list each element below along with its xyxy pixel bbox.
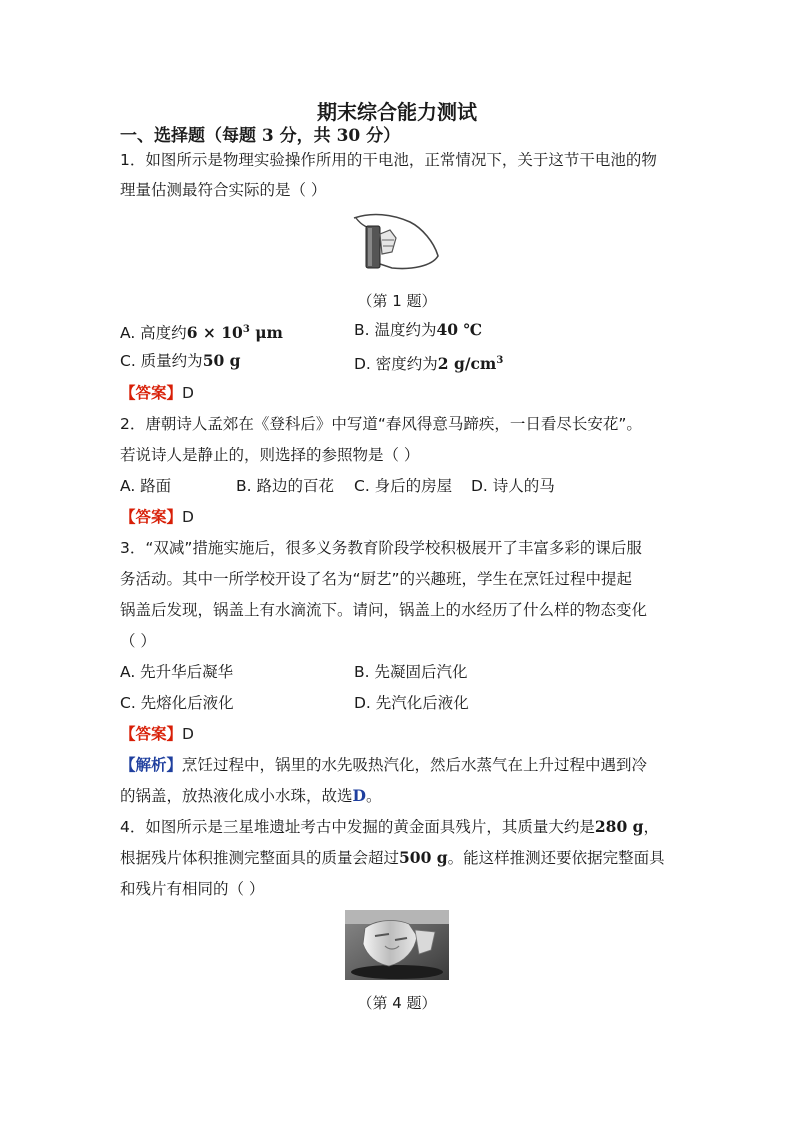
q3-option-b: B. 先凝固后汽化 xyxy=(354,663,468,681)
q3-answer xyxy=(120,724,194,744)
q3-analysis-tag: 【解析】 xyxy=(120,756,183,774)
q4-figure-caption: （第 4 题） xyxy=(357,994,437,1012)
q4-text-line3: 和残片有相同的（ ） xyxy=(120,880,265,898)
q1-answer-value: D xyxy=(182,384,194,402)
q1-text-line2: 理量估测最符合实际的是（ ） xyxy=(120,181,327,199)
q2-answer xyxy=(120,507,194,527)
q3-analysis-line2 xyxy=(120,786,381,806)
q3-analysis-text2: 的锅盖，放热液化成小水珠，故选 xyxy=(120,787,353,805)
q2-option-a: A. 路面 xyxy=(120,477,172,495)
q3-text-line1: 3．“双减”措施实施后，很多义务教育阶段学校积极展开了丰富多彩的课后服 xyxy=(120,539,642,557)
q4-text-line2 xyxy=(120,848,665,868)
q1-option-a-label: A. 高度约 xyxy=(120,324,187,343)
q4-text-line1 xyxy=(120,817,659,837)
q4-text2-end: 。能这样推测还要依据完整面具 xyxy=(447,849,665,867)
q1-figure-caption: （第 1 题） xyxy=(357,292,437,310)
q3-answer-value: D xyxy=(182,725,194,743)
q2-option-c: C. 身后的房屋 xyxy=(354,477,453,495)
q3-analysis-choice: D xyxy=(352,786,366,805)
q3-analysis-end: 。 xyxy=(365,787,382,805)
q1-option-d xyxy=(354,351,503,374)
q2-answer-tag: 【答案】 xyxy=(120,508,183,526)
q4-text2: 根据残片体积推测完整面具的质量会超过 xyxy=(120,849,400,867)
q1-option-b-value: 40 ℃ xyxy=(436,320,483,339)
q4-mass-fragment: 280 g xyxy=(594,817,644,836)
gold-mask-fragment-photo xyxy=(345,910,449,980)
q3-text-line4: （ ） xyxy=(120,632,156,650)
q3-answer-tag: 【答案】 xyxy=(120,725,183,743)
q1-answer xyxy=(120,383,194,403)
q3-analysis-text1: 烹饪过程中，锅里的水先吸热汽化，然后水蒸气在上升过程中遇到冷 xyxy=(182,756,648,774)
q4-text1-end: ， xyxy=(643,818,659,836)
q1-option-a xyxy=(120,320,283,343)
q1-option-d-exponent: 3 xyxy=(496,355,504,366)
q2-text-line2: 若说诗人是静止的，则选择的参照物是（ ） xyxy=(120,446,420,464)
q2-text-line1: 2．唐朝诗人孟郊在《登科后》中写道“春风得意马蹄疾，一日看尽长安花”。 xyxy=(120,415,642,433)
q4-text1: 4．如图所示是三星堆遗址考古中发掘的黄金面具残片，其质量大约是 xyxy=(120,818,595,836)
q1-option-c-value: 50 g xyxy=(202,351,241,370)
battery-in-hand-figure xyxy=(352,212,442,274)
q1-option-a-exponent: 3 xyxy=(242,324,250,335)
page-title: 期末综合能力测试 xyxy=(317,100,477,124)
q2-option-d: D. 诗人的马 xyxy=(471,477,555,495)
q1-option-d-value: 2 g/cm xyxy=(437,354,497,374)
q3-analysis-line1 xyxy=(120,755,647,775)
q3-option-d: D. 先汽化后液化 xyxy=(354,694,469,712)
q4-mass-complete: 500 g xyxy=(399,848,448,867)
q1-option-b xyxy=(354,320,482,340)
q1-text-line1: 1．如图所示是物理实验操作所用的干电池，正常情况下，关于这节干电池的物 xyxy=(120,151,657,169)
q3-option-a: A. 先升华后凝华 xyxy=(120,663,234,681)
q1-answer-tag: 【答案】 xyxy=(120,384,183,402)
q3-text-line3: 锅盖后发现，锅盖上有水滴流下。请问，锅盖上的水经历了什么样的物态变化 xyxy=(120,601,648,619)
q3-option-c: C. 先熔化后液化 xyxy=(120,694,234,712)
q1-option-c-label: C. 质量约为 xyxy=(120,352,203,370)
q2-option-b: B. 路边的百花 xyxy=(236,477,334,495)
q1-option-c xyxy=(120,351,241,371)
q1-option-b-label: B. 温度约为 xyxy=(354,321,437,339)
q1-option-a-value: 6 × 10 xyxy=(186,323,243,343)
section-heading: 一、选择题（每题 3 分，共 30 分） xyxy=(120,126,401,146)
q1-option-a-unit: μm xyxy=(249,323,283,343)
q1-option-d-label: D. 密度约为 xyxy=(354,355,438,374)
q3-text-line2: 务活动。其中一所学校开设了名为“厨艺”的兴趣班，学生在烹饪过程中提起 xyxy=(120,570,633,588)
q2-answer-value: D xyxy=(182,508,194,526)
